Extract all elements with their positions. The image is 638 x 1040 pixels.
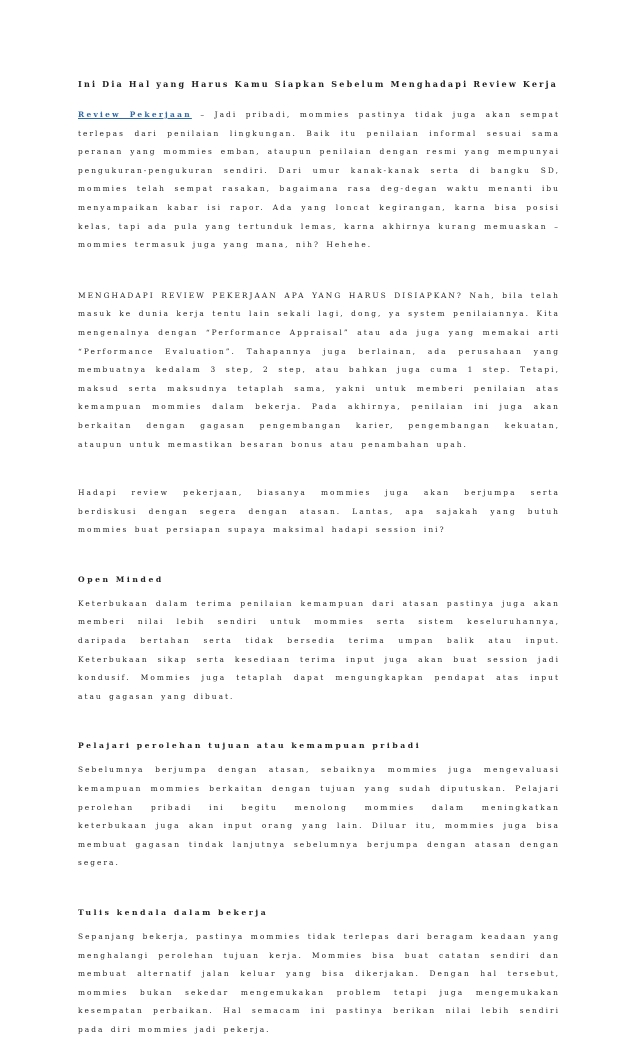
section-heading-tulis-kendala: Tulis kendala dalam bekerja: [78, 908, 269, 917]
section-text-tulis-kendala: Sepanjang bekerja, pastinya mommies tidak terlepas dari beragam keadaan yang menghalangi perolehan tujuan kerja. Mommies bisa buat catatan sendiri dan membuat alternatif jalan keluar yang bisa dikerjakan. Dengan hal tersebut, mommies bukan sekedar mengemukakan problem tetapi juga mengemukakan kesempatan perbaikan. Hal semacam ini pastinya berikan nilai lebih sendiri pada diri mommies jadi pekerja.: [78, 932, 560, 1034]
section-heading-pelajari: Pelajari perolehan tujuan atau kemampuan pribadi: [78, 741, 422, 751]
review-pekerjaan-link[interactable]: Review Pekerjaan: [78, 110, 192, 119]
section-text-pelajari: Sebelumnya berjumpa dengan atasan, sebaiknya mommies juga mengevaluasi kemampuan mommies berkaitan dengan tujuan yang sudah diputuskan. Pelajari perolehan pribadi ini begitu menolong mommies dalam meningkatkan keterbukaan juga akan input orang yang lain. Diluar itu, mommies juga bisa membuat gagasan tindak lanjutnya sebelumnya berjumpa dengan atasan dengan segera.: [78, 765, 560, 868]
intro-paragraph: [78, 106, 560, 255]
intro-text: – Jadi pribadi, mommies pastinya tidak juga akan sempat terlepas dari penilaian lingkungan. Baik itu penilaian informal sesuai sama peranan yang mommies emban, ataupun penilaian dengan resmi yang mempunyai pengukuran-pengukuran sendiri. Dari umur kanak-kanak serta di bangku SD, mommies telah sempat rasakan, bagaimana rasa deg-degan waktu menanti ibu menyampaikan kabar isi rapor. Ada yang loncat kegirangan, karna bisa posisi kelas, tapi ada pula yang tertunduk lemas, karna akhirnya kurang memuaskan – mommies termasuk juga yang mana, nih? Hehehe.: [78, 110, 560, 250]
section-text-open-minded: Keterbukaan dalam terima penilaian kemampuan dari atasan pastinya juga akan memberi nilai lebih sendiri untuk mommies serta sistem keseluruhannya, daripada bertahan serta tidak bersedia terima umpan balik atau input. Keterbukaan sikap serta kesediaan terima input juga akan buat session jadi kondusif. Mommies juga tetaplah dapat mengungkapkan pendapat atas input atau gagasan yang dibuat.: [78, 598, 560, 701]
paragraph-3: Hadapi review pekerjaan, biasanya mommies juga akan berjumpa serta berdiskusi dengan segera dengan atasan. Lantas, apa sajakah yang butuh mommies buat persiapan supaya maksimal hadapi session ini?: [78, 488, 560, 535]
spacer: [78, 540, 560, 572]
spacer: [78, 255, 560, 287]
spacer: [78, 873, 560, 905]
article-title: Ini Dia Hal yang Harus Kamu Siapkan Sebelum Menghadapi Review Kerja: [78, 79, 559, 89]
spacer: [78, 454, 560, 484]
spacer: [78, 706, 560, 738]
section-heading-open-minded: Open Minded: [78, 574, 164, 584]
paragraph-2: MENGHADAPI REVIEW PEKERJAAN APA YANG HARUS DISIAPKAN? Nah, bila telah masuk ke dunia kerja tentu lain sekali lagi, dong, ya system penilaiannya. Kita mengenalnya dengan “Performance Appraisal” atau ada juga yang memakai arti “Performance Evaluation”. Tahapannya juga berlainan, ada perusahaan yang membuatnya kedalam 3 step, 2 step, atau bahkan juga cuma 1 step. Tetapi, maksud serta maksudnya tetaplah sama, yakni untuk memberi penilaian atas kemampuan mommies dalam bekerja. Pada akhirnya, penilaian ini juga akan berkaitan dengan gagasan pengembangan karier, pengembangan kekuatan, ataupun untuk memastikan besaran bonus atau penambahan upah.: [78, 290, 560, 449]
